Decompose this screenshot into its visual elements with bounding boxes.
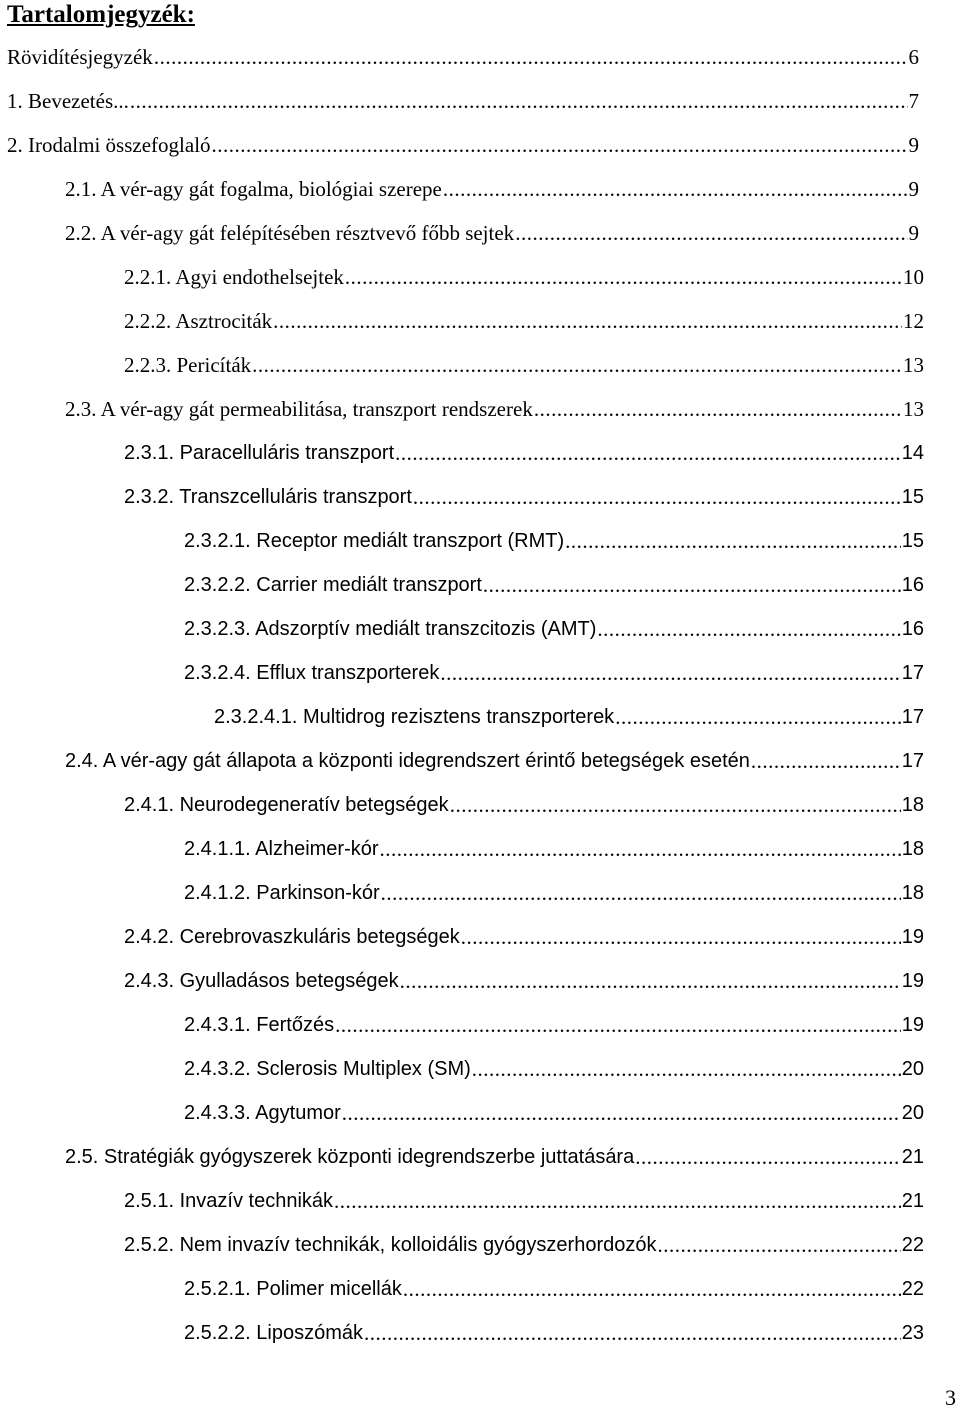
toc-entry[interactable] [184,1316,924,1346]
toc-entry-label: 2.2.2. Asztrociták [124,309,273,333]
toc-entry-label: 2.4.3.3. Agytumor [184,1102,341,1124]
toc-entry-label: 2.3.1. Paracelluláris transzport [124,442,395,464]
toc-entry[interactable] [184,1008,924,1038]
toc-entry-label: 2.3.2. Transzcelluláris transzport [124,486,412,508]
toc-leader-dots [597,616,900,642]
toc-entry-page: 13 [903,397,924,421]
toc-entry[interactable] [65,172,919,202]
toc-entry-page: 21 [901,1146,924,1168]
toc-entry[interactable] [124,964,924,994]
toc-entry-label: 2.2. A vér-agy gát felépítésében résztvevő főbb sejtek [65,221,515,245]
toc-entry[interactable] [65,744,924,774]
toc-entry-page: 19 [901,926,924,948]
toc-leader-dots [565,528,901,554]
toc-entry-page: 22 [901,1234,924,1256]
toc-entry[interactable] [184,1272,924,1302]
toc-entry-page: 9 [908,133,919,157]
toc-entry-label: 2.3.2.2. Carrier mediált transzport [184,574,482,596]
toc-entry-label: 2.4.3.2. Sclerosis Multiplex (SM) [184,1058,471,1080]
toc-entry-page: 20 [901,1102,924,1124]
toc-entry[interactable] [7,40,919,70]
toc-leader-dots [615,704,901,730]
toc-heading: Tartalomjegyzék: [7,1,195,28]
toc-leader-dots [483,572,901,598]
toc-entry-label: 2.3.2.1. Receptor mediált transzport (RMT) [184,530,565,552]
toc-entry[interactable] [65,392,924,422]
toc-entry[interactable] [7,128,919,158]
toc-entry-label: Rövidítésjegyzék [7,45,153,69]
toc-entry-label: 2.5.2.1. Polimer micellák [184,1278,402,1300]
toc-leader-dots [440,660,900,686]
toc-leader-dots [450,792,901,818]
toc-leader-dots [335,1012,901,1038]
toc-entry-label: 2.2.1. Agyi endothelsejtek [124,265,344,289]
toc-entry[interactable] [184,1096,924,1126]
toc-entry[interactable] [184,524,924,554]
toc-entry-label: 2.4.3. Gyulladásos betegségek [124,970,399,992]
toc-leader-dots [461,924,901,950]
toc-leader-dots [334,1188,901,1214]
toc-entry-page: 6 [908,45,919,69]
toc-leader-dots [154,44,908,70]
toc-leader-dots [657,1232,900,1258]
toc-entry-label: 2.4.2. Cerebrovaszkuláris betegségek [124,926,460,948]
toc-leader-dots [130,88,908,114]
toc-leader-dots [472,1056,901,1082]
toc-entry-label: 2.5.2.2. Liposzómák [184,1322,363,1344]
toc-leader-dots [252,352,902,378]
toc-entry-label: 2.1. A vér-agy gát fogalma, biológiai szerepe [65,177,442,201]
toc-entry-label: 2.4.1.2. Parkinson-kór [184,882,380,904]
toc-entry[interactable] [214,700,924,730]
toc-entry-label: 2. Irodalmi összefoglaló [7,133,211,157]
toc-entry[interactable] [124,1184,924,1214]
toc-entry-page: 17 [901,706,924,728]
toc-leader-dots [212,132,908,158]
toc-leader-dots [534,396,902,422]
toc-leader-dots [395,440,901,466]
toc-entry[interactable] [184,612,924,642]
toc-entry-page: 16 [901,574,924,596]
toc-entry-page: 18 [901,882,924,904]
toc-entry-label: 2.3.2.3. Adszorptív mediált transzcitozis (AMT) [184,618,597,640]
toc-entry-page: 18 [901,794,924,816]
toc-entry-page: 20 [901,1058,924,1080]
toc-entry[interactable] [124,920,924,950]
toc-leader-dots [515,220,907,246]
toc-leader-dots [413,484,901,510]
toc-entry[interactable] [65,1140,924,1170]
toc-entry-label: 2.3.2.4.1. Multidrog rezisztens transzporterek [214,706,615,728]
toc-entry-label: 2.4.1. Neurodegeneratív betegségek [124,794,449,816]
toc-entry[interactable] [184,568,924,598]
toc-leader-dots [400,968,901,994]
toc-entry-page: 18 [901,838,924,860]
toc-leader-dots [751,748,901,774]
toc-entry-page: 13 [903,353,924,377]
toc-entry-label: 2.2.3. Pericíták [124,353,252,377]
toc-entry[interactable] [124,348,924,378]
toc-entry-page: 15 [901,486,924,508]
toc-entry-page: 21 [901,1190,924,1212]
toc-entry-label: 2.4.3.1. Fertőzés [184,1014,335,1036]
toc-entry-label: 2.3.2.4. Efflux transzporterek [184,662,440,684]
toc-entry[interactable] [124,788,924,818]
toc-entry-page: 22 [901,1278,924,1300]
toc-leader-dots [345,264,902,290]
toc-leader-dots [364,1320,901,1346]
toc-entry-label: 2.5.2. Nem invazív technikák, kolloidális gyógyszerhordozók [124,1234,657,1256]
toc-entry-page: 9 [908,221,919,245]
toc-entry-page: 17 [901,662,924,684]
toc-entry[interactable] [124,480,924,510]
toc-leader-dots [380,836,901,862]
toc-entry[interactable] [65,216,919,246]
toc-entry-page: 15 [901,530,924,552]
toc-entry-page: 23 [901,1322,924,1344]
toc-entry[interactable] [184,832,924,862]
toc-leader-dots [381,880,901,906]
toc-leader-dots [635,1144,901,1170]
toc-entry-page: 17 [901,750,924,772]
toc-entry-page: 10 [903,265,924,289]
toc-entry-page: 14 [901,442,924,464]
toc-entry-label: 2.4.1.1. Alzheimer-kór [184,838,379,860]
toc-entry-label: 2.5.1. Invazív technikák [124,1190,334,1212]
toc-entry-label: 1. Bevezetés... [7,89,129,113]
toc-entry-label: 2.5. Stratégiák gyógyszerek központi idegrendszerbe juttatására [65,1146,635,1168]
toc-entry[interactable] [124,260,924,290]
toc-entry-page: 9 [908,177,919,201]
toc-entry[interactable] [184,1052,924,1082]
toc-entry-page: 7 [908,89,919,113]
toc-leader-dots [403,1276,901,1302]
toc-entry[interactable] [7,84,919,114]
toc-entry-page: 19 [901,970,924,992]
toc-entry-label: 2.3. A vér-agy gát permeabilitása, transzport rendszerek [65,397,533,421]
toc-leader-dots [273,308,902,334]
toc-entry[interactable] [184,876,924,906]
toc-leader-dots [342,1100,901,1126]
toc-entry[interactable] [124,436,924,466]
toc-entry[interactable] [124,1228,924,1258]
toc-leader-dots [443,176,908,202]
toc-entry[interactable] [124,304,924,334]
toc-entry[interactable] [184,656,924,686]
toc-entry-page: 12 [903,309,924,333]
page-number: 3 [945,1385,956,1410]
toc-entry-page: 16 [901,618,924,640]
toc-entry-label: 2.4. A vér-agy gát állapota a központi idegrendszert érintő betegségek esetén [65,750,750,772]
toc-entry-page: 19 [901,1014,924,1036]
